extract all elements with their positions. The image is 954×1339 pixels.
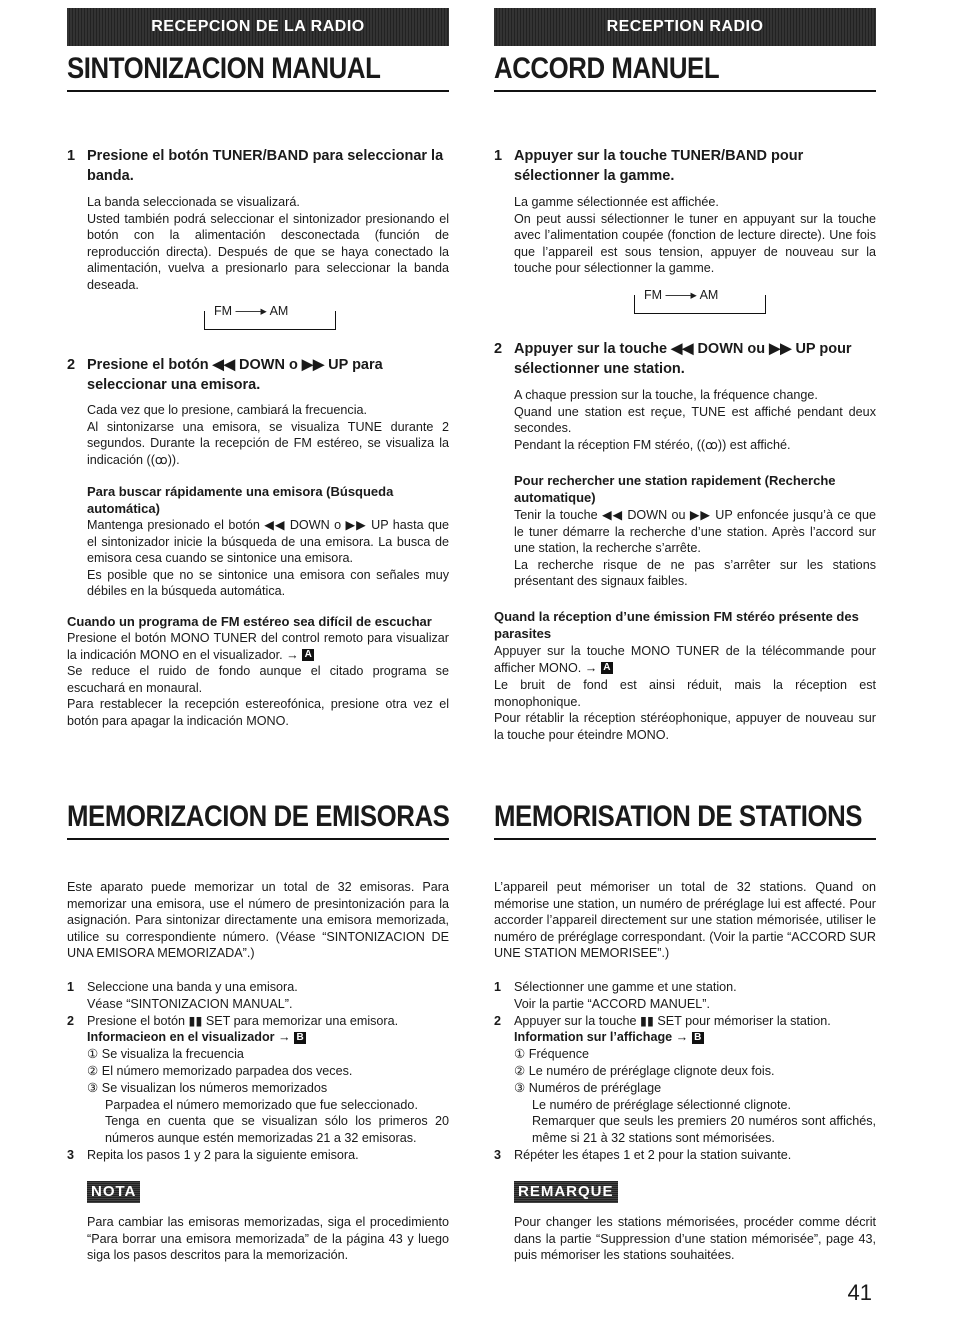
step-number: 2	[494, 341, 503, 357]
right-column	[494, 0, 876, 1263]
step-number: 1	[494, 148, 503, 164]
section-title: SINTONIZACION MANUAL	[67, 52, 381, 85]
step-text: Presione el botón TUNER/BAND para seleccionar la banda.	[87, 148, 444, 184]
step-2-body: Cada vez que lo presione, cambiará la frecuencia. Al sintonizarse una emisora, se visualiza TUNE durante 2 segundos. Durante la recepción de FM estéreo, se visualiza la indicación ((ꝏ)).	[87, 403, 449, 467]
list-item-sub	[67, 1080, 449, 1097]
subheading-fm-stereo: Cuando un programa de FM estéreo sea difícil de escuchar	[67, 614, 432, 629]
list-item-sub	[494, 1063, 876, 1080]
step-1	[67, 146, 449, 186]
memo-section-header	[67, 800, 449, 840]
fm-stereo-body	[67, 630, 449, 663]
step-2	[67, 355, 449, 395]
list-text: Répéter les étapes 1 et 2 pour la station suivante.	[514, 1147, 792, 1162]
list-item-sub	[494, 1080, 876, 1097]
list-text: ① Se visualiza la frecuencia	[87, 1047, 244, 1062]
list-text: Véase “SINTONIZACION MANUAL”.	[87, 996, 293, 1011]
note-badge: NOTA	[87, 1181, 140, 1203]
memo-section-header	[494, 800, 876, 840]
step-number: 1	[67, 148, 76, 164]
list-text: Le numéro de préréglage sélectionné clignote. Remarquer que seuls les premiers 20 numéros sont affichés, même si 21 à 32 stations sont mémorisées.	[532, 1097, 876, 1146]
note-badge: REMARQUE	[514, 1181, 618, 1203]
list-item-sub	[67, 1063, 449, 1080]
list-item	[67, 1147, 449, 1164]
list-item-sub	[494, 1097, 876, 1147]
section-title-2: MEMORISATION DE STATIONS	[494, 800, 863, 833]
list-item	[494, 1013, 876, 1030]
memo-steps	[494, 979, 876, 1164]
list-item-sub	[494, 1046, 876, 1063]
list-item	[494, 979, 876, 996]
list-text: ① Fréquence	[514, 1047, 589, 1062]
fm-stereo-body-2: Se reduce el ruido de fondo aunque el citado programa se escuchará en monaural. Para restablecer la recepción estereofónica, presione otra vez el botón para apagar la indicación MONO.	[67, 664, 449, 728]
title-rule	[67, 90, 449, 92]
list-number: 3	[494, 1147, 502, 1162]
title-rule-2	[494, 838, 876, 840]
figure-ref-a: A	[302, 649, 314, 661]
fm-stereo-text: Appuyer sur la touche MONO TUNER de la télécommande pour afficher MONO. →	[494, 644, 876, 675]
step-text: Appuyer sur la touche ◀◀ DOWN ou ▶▶ UP pour sélectionner une station.	[514, 341, 852, 377]
list-item-sub	[67, 996, 449, 1013]
section-band: RECEPTION RADIO	[494, 8, 876, 46]
section-band: RECEPCION DE LA RADIO	[67, 8, 449, 46]
section-title: ACCORD MANUEL	[494, 52, 720, 85]
list-number: 3	[67, 1147, 75, 1162]
diagram-label: FM ——▸ AM	[640, 287, 722, 302]
fm-stereo-text: Presione el botón MONO TUNER del control remoto para visualizar la indicación MONO en el visualizador. →	[67, 631, 449, 662]
note-body: Para cambiar las emisoras memorizadas, siga el procedimiento “Para borrar una emisora memorizada” de la página 43 y luego siga los pasos descritos para la memorización.	[87, 1215, 449, 1263]
list-number: 2	[494, 1013, 502, 1028]
list-text: Seleccione una banda y una emisora.	[87, 980, 298, 994]
list-item-sub	[67, 1029, 449, 1046]
list-text: Sélectionner une gamme et une station.	[514, 980, 737, 994]
subheading-fm-stereo: Quand la réception d’une émission FM stéréo présente des parasites	[494, 609, 859, 641]
step-2	[494, 339, 876, 379]
note-body: Pour changer les stations mémorisées, procéder comme décrit dans la partie “Suppression d’une station mémorisée”, page 43, puis mémoriser les stations souhaitées.	[514, 1215, 876, 1263]
list-text: ② El número memorizado parpadea dos veces.	[87, 1063, 353, 1078]
list-item-sub	[494, 996, 876, 1013]
step-text: Presione el botón ◀◀ DOWN o ▶▶ UP para seleccionar una emisora.	[87, 357, 383, 393]
band-cycle-diagram	[204, 303, 336, 331]
list-item-sub	[67, 1097, 449, 1147]
figure-ref-b: B	[294, 1032, 306, 1044]
title-rule	[494, 90, 876, 92]
step-1	[494, 146, 876, 186]
subheading-auto-search: Pour rechercher une station rapidement (Recherche automatique)	[514, 473, 836, 505]
memo-intro: Este aparato puede memorizar un total de 32 emisoras. Para memorizar una emisora, use el número de presintonización para la asignación. Para sintonizar directamente una emisora memorizada, utilice su correspondiente número. (Véase “SINTONIZACION DE UNA EMISORA MEMORIZADA”.)	[67, 880, 449, 961]
list-item-sub	[494, 1029, 876, 1046]
fm-stereo-body-2: Le bruit de fond est ainsi réduit, mais la réception est monophonique. Pour rétablir la réception stéréophonique, appuyer de nouveau sur la touche pour éteindre MONO.	[494, 678, 876, 742]
memo-intro: L’appareil peut mémoriser un total de 32 stations. Quand on mémorise une station, un numéro de préréglage lui est affecté. Pour accorder l’appareil directement sur une station mémorisée, utiliser le numéro de préréglage correspondant. (Voir la partie “ACCORD SUR UNE STATION MEMORISEE”.)	[494, 880, 876, 961]
list-text: Appuyer sur la touche ▮▮ SET pour mémoriser la station.	[514, 1013, 831, 1028]
left-column	[67, 0, 450, 1263]
list-number: 1	[494, 980, 502, 994]
display-info-label: Information sur l’affichage →	[514, 1030, 689, 1045]
page-number: 41	[847, 1280, 872, 1305]
list-text: Parpadea el número memorizado que fue seleccionado. Tenga en cuenta que se visualizan sólo los primeros 20 números aunque estén memorizadas 21 a 32 emisoras.	[105, 1097, 449, 1146]
step-text: Appuyer sur la touche TUNER/BAND pour sélectionner la gamme.	[514, 148, 804, 184]
section-title-2: MEMORIZACION DE EMISORAS	[67, 800, 450, 833]
list-text: ③ Numéros de préréglage	[514, 1080, 662, 1095]
list-text: ③ Se visualizan los números memorizados	[87, 1080, 328, 1095]
list-item	[67, 1013, 449, 1030]
auto-search-body: Tenir la touche ◀◀ DOWN ou ▶▶ UP enfoncée jusqu’à ce que le tuner démarre la recherche d’une station. Après l’accord sur une station, la recherche s’arrête. La recherche risque de ne pas s’arrêter sur les stations présentant des signaux faibles.	[514, 508, 876, 589]
list-text: ② Le numéro de préréglage clignote deux fois.	[514, 1063, 775, 1078]
list-number: 2	[67, 1013, 75, 1028]
list-item-sub	[67, 1046, 449, 1063]
list-item	[494, 1147, 876, 1164]
list-text: Presione el botón ▮▮ SET para memorizar una emisora.	[87, 1013, 399, 1028]
band-cycle-diagram	[634, 287, 766, 315]
title-rule-2	[67, 838, 449, 840]
memo-steps	[67, 979, 449, 1164]
step-1-body: La banda seleccionada se visualizará. Usted también podrá seleccionar el sintonizador presionando el botón con la alimentación desconectada (función de reproducción directa). Después de que se haya conectado la alimentación, vuelva a presionarlo para seleccionar la banda deseada.	[87, 195, 449, 292]
list-item	[67, 979, 449, 996]
figure-ref-a: A	[601, 662, 613, 674]
figure-ref-b: B	[692, 1032, 704, 1044]
list-text: Voir la partie “ACCORD MANUEL”.	[514, 996, 710, 1011]
step-number: 2	[67, 357, 76, 373]
auto-search-body: Mantenga presionado el botón ◀◀ DOWN o ▶▶ UP hasta que el sintonizador inicie la búsqueda de una emisora. La busca de emisora cesa cuando se sintonice una emisora. Es posible que no se sintonice una emisora con señales muy débiles en la búsqueda automática.	[87, 518, 449, 599]
list-text: Repita los pasos 1 y 2 para la siguiente emisora.	[87, 1147, 359, 1162]
step-1-body: La gamme sélectionnée est affichée. On peut aussi sélectionner le tuner en appuyant sur la touche avec l’alimentation coupée (fonction de lecture directe). Une fois que l’appareil est sous tension, appuyer de nouveau sur la touche pour sélectionner la gamme.	[514, 195, 876, 276]
step-2-body: A chaque pression sur la touche, la fréquence change. Quand une station est reçue, TUNE est affiché pendant deux secondes. Pendant la réception FM stéréo, ((ꝏ)) est affiché.	[514, 388, 876, 452]
diagram-label: FM ——▸ AM	[210, 303, 292, 318]
list-number: 1	[67, 980, 75, 994]
display-info-label: Informacieon en el visualizador →	[87, 1030, 291, 1045]
fm-stereo-body	[494, 643, 876, 676]
subheading-auto-search: Para buscar rápidamente una emisora (Búsqueda automática)	[87, 484, 394, 516]
